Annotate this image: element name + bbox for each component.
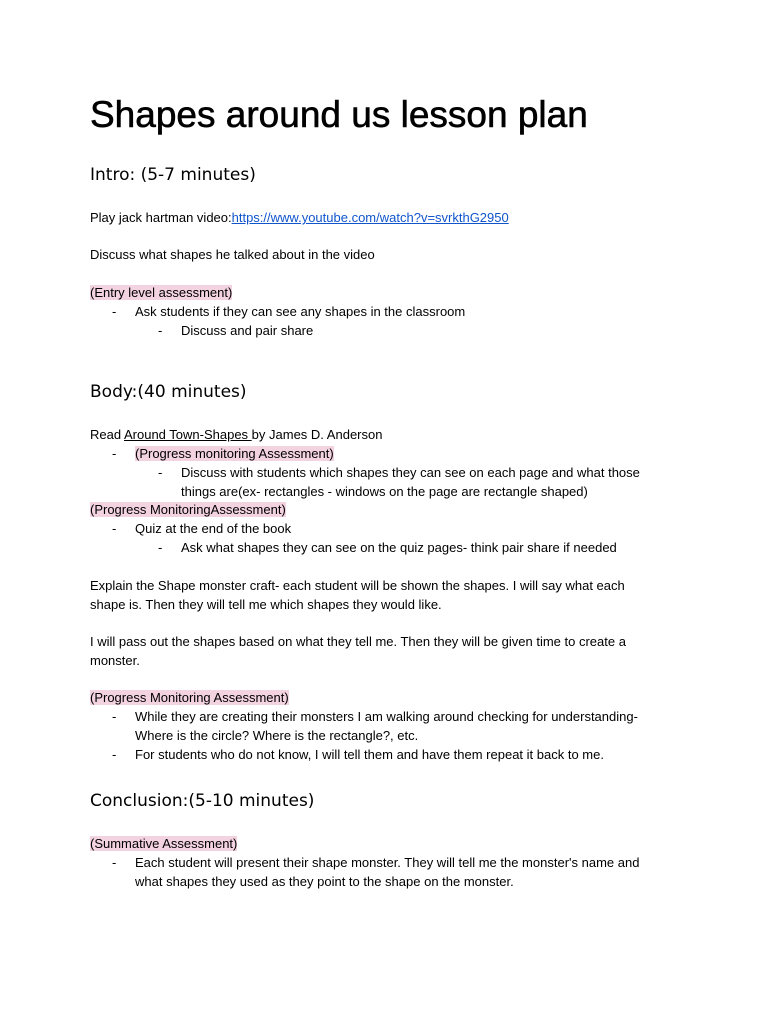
body-sub-1-line-1: Discuss with students which shapes they can see on each page and what those [181, 465, 640, 480]
intro-heading: Intro: (5-7 minutes) [90, 165, 256, 185]
entry-assessment-label [90, 283, 232, 302]
bullet-dash: - [112, 446, 117, 461]
read-prefix: Read [90, 427, 124, 442]
explain-line-1: Explain the Shape monster craft- each student will be shown the shapes. I will say what each [90, 578, 625, 593]
read-suffix: by James D. Anderson [251, 427, 383, 442]
bullet-dash: - [112, 304, 117, 319]
video-link[interactable]: https://www.youtube.com/watch?v=svrkthG2950 [231, 210, 509, 225]
body-sub-1-line-2: things are(ex- rectangles - windows on the page are rectangle shaped) [181, 484, 588, 499]
bullet-dash: - [158, 323, 163, 338]
progress-assessment-3-highlight: (Progress Monitoring Assessment) [90, 690, 289, 705]
body-bullet-quiz: Quiz at the end of the book [135, 521, 292, 536]
conclusion-heading: Conclusion:(5-10 minutes) [90, 791, 315, 811]
conclusion-bullet-line-1: Each student will present their shape monster. They will tell me the monster's name and [135, 855, 640, 870]
conclusion-bullet-line-2: what shapes they used as they point to the shape on the monster. [135, 874, 514, 889]
pass-line-2: monster. [90, 653, 140, 668]
intro-bullet-1: Ask students if they can see any shapes in the classroom [135, 304, 466, 319]
progress-assessment-1 [135, 444, 334, 463]
progress-assessment-3 [90, 688, 289, 707]
page-title: Shapes around us lesson plan [90, 94, 588, 135]
book-title: Around Town-Shapes [123, 427, 252, 442]
body-bullet-quiz-sub: Ask what shapes they can see on the quiz pages- think pair share if needed [181, 540, 617, 555]
summative-assessment-highlight: (Summative Assessment) [90, 836, 238, 851]
intro-bullet-1-sub: Discuss and pair share [181, 323, 314, 338]
intro-discuss: Discuss what shapes he talked about in the video [90, 247, 375, 262]
video-prefix: Play jack hartman video: [90, 210, 232, 225]
pass-line-1: I will pass out the shapes based on what they tell me. Then they will be given time to create a [90, 634, 626, 649]
bullet-dash: - [158, 465, 163, 480]
explain-line-2: shape is. Then they will tell me which shapes they would like. [90, 597, 442, 612]
summative-assessment [90, 834, 237, 853]
progress-assessment-1-highlight: (Progress monitoring Assessment) [135, 446, 334, 461]
read-line [90, 425, 382, 444]
bullet-dash: - [158, 540, 163, 555]
bullet-dash: - [112, 709, 117, 724]
bullet-dash: - [112, 855, 117, 870]
progress-assessment-2-highlight: (Progress MonitoringAssessment) [90, 502, 286, 517]
bullet-dash: - [112, 521, 117, 536]
body-bullet-4: For students who do not know, I will tell them and have them repeat it back to me. [135, 747, 604, 762]
progress-assessment-2 [90, 500, 286, 519]
body-heading: Body:(40 minutes) [90, 382, 247, 402]
entry-assessment-highlight: (Entry level assessment) [90, 285, 233, 300]
body-bullet-3-line-2: Where is the circle? Where is the rectangle?, etc. [135, 728, 419, 743]
bullet-dash: - [112, 747, 117, 762]
video-line [90, 208, 509, 227]
body-bullet-3-line-1: While they are creating their monsters I am walking around checking for understanding- [135, 709, 638, 724]
